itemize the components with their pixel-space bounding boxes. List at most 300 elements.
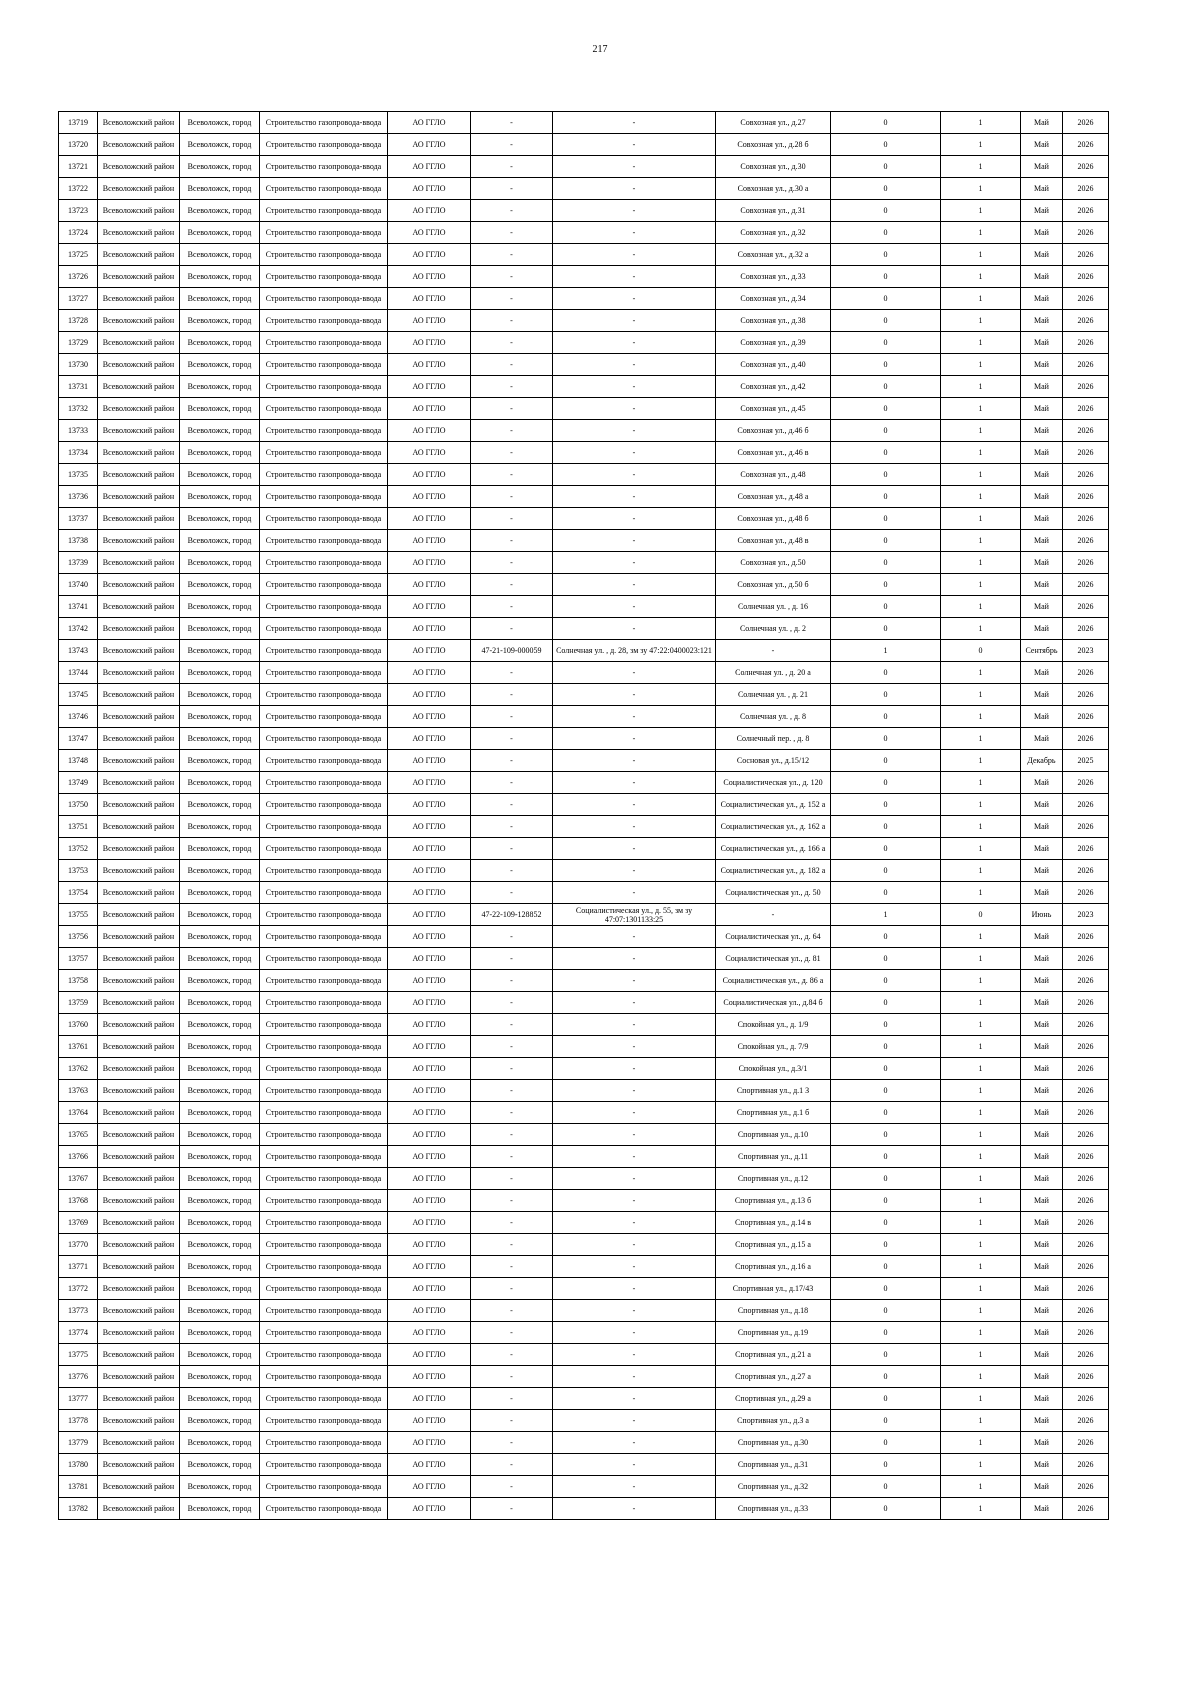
application-address-cell: - bbox=[553, 266, 716, 288]
count-b-cell: 1 bbox=[941, 838, 1021, 860]
application-number-cell: - bbox=[471, 838, 553, 860]
district-cell: Всеволожский район bbox=[98, 640, 180, 662]
row-number: 13771 bbox=[59, 1256, 98, 1278]
district-cell: Всеволожский район bbox=[98, 244, 180, 266]
table-row bbox=[59, 1058, 1109, 1080]
work-type-cell: Строительство газопровода-ввода bbox=[260, 970, 388, 992]
application-number-cell: - bbox=[471, 882, 553, 904]
count-b-cell: 1 bbox=[941, 486, 1021, 508]
application-number-cell: - bbox=[471, 1146, 553, 1168]
application-number-cell: - bbox=[471, 112, 553, 134]
application-number-cell: - bbox=[471, 1366, 553, 1388]
address-cell: Совхозная ул., д.48 б bbox=[716, 508, 831, 530]
address-cell: Спортивная ул., д.19 bbox=[716, 1322, 831, 1344]
year-cell: 2026 bbox=[1063, 838, 1109, 860]
count-b-cell: 0 bbox=[941, 904, 1021, 926]
month-cell: Май bbox=[1021, 398, 1063, 420]
work-type-cell: Строительство газопровода-ввода bbox=[260, 376, 388, 398]
year-cell: 2026 bbox=[1063, 1212, 1109, 1234]
table-row bbox=[59, 662, 1109, 684]
row-number: 13736 bbox=[59, 486, 98, 508]
application-number-cell: - bbox=[471, 530, 553, 552]
row-number: 13719 bbox=[59, 112, 98, 134]
district-cell: Всеволожский район bbox=[98, 1190, 180, 1212]
locality-cell: Всеволожск, город bbox=[180, 1476, 260, 1498]
table-row bbox=[59, 420, 1109, 442]
row-number: 13777 bbox=[59, 1388, 98, 1410]
operator-cell: АО ГГЛО bbox=[388, 332, 471, 354]
table-row bbox=[59, 1102, 1109, 1124]
month-cell: Май bbox=[1021, 1322, 1063, 1344]
address-cell: Совхозная ул., д.50 bbox=[716, 552, 831, 574]
page-number: 217 bbox=[592, 44, 608, 55]
district-cell: Всеволожский район bbox=[98, 442, 180, 464]
operator-cell: АО ГГЛО bbox=[388, 1454, 471, 1476]
operator-cell: АО ГГЛО bbox=[388, 1234, 471, 1256]
year-cell: 2026 bbox=[1063, 1388, 1109, 1410]
district-cell: Всеволожский район bbox=[98, 1322, 180, 1344]
application-address-cell: - bbox=[553, 1124, 716, 1146]
row-number: 13773 bbox=[59, 1300, 98, 1322]
work-type-cell: Строительство газопровода-ввода bbox=[260, 1322, 388, 1344]
count-b-cell: 1 bbox=[941, 1300, 1021, 1322]
application-number-cell: - bbox=[471, 1190, 553, 1212]
table-row bbox=[59, 464, 1109, 486]
address-cell: Спокойная ул., д. 7/9 bbox=[716, 1036, 831, 1058]
month-cell: Май bbox=[1021, 530, 1063, 552]
application-number-cell: - bbox=[471, 1212, 553, 1234]
year-cell: 2026 bbox=[1063, 1278, 1109, 1300]
address-cell: Социалистическая ул., д. 86 а bbox=[716, 970, 831, 992]
operator-cell: АО ГГЛО bbox=[388, 420, 471, 442]
application-address-cell: - bbox=[553, 332, 716, 354]
application-address-cell: - bbox=[553, 1080, 716, 1102]
locality-cell: Всеволожск, город bbox=[180, 464, 260, 486]
district-cell: Всеволожский район bbox=[98, 662, 180, 684]
table-row bbox=[59, 266, 1109, 288]
work-type-cell: Строительство газопровода-ввода bbox=[260, 662, 388, 684]
application-number-cell: - bbox=[471, 200, 553, 222]
application-number-cell: - bbox=[471, 1498, 553, 1520]
row-number: 13722 bbox=[59, 178, 98, 200]
operator-cell: АО ГГЛО bbox=[388, 640, 471, 662]
count-a-cell: 0 bbox=[831, 134, 941, 156]
application-number-cell: - bbox=[471, 354, 553, 376]
table-row bbox=[59, 706, 1109, 728]
row-number: 13720 bbox=[59, 134, 98, 156]
count-a-cell: 0 bbox=[831, 970, 941, 992]
application-number-cell: - bbox=[471, 486, 553, 508]
count-a-cell: 0 bbox=[831, 1476, 941, 1498]
operator-cell: АО ГГЛО bbox=[388, 486, 471, 508]
table-row bbox=[59, 1190, 1109, 1212]
table-row bbox=[59, 398, 1109, 420]
work-type-cell: Строительство газопровода-ввода bbox=[260, 310, 388, 332]
district-cell: Всеволожский район bbox=[98, 1036, 180, 1058]
work-type-cell: Строительство газопровода-ввода bbox=[260, 222, 388, 244]
work-type-cell: Строительство газопровода-ввода bbox=[260, 992, 388, 1014]
count-b-cell: 1 bbox=[941, 750, 1021, 772]
table-row bbox=[59, 288, 1109, 310]
application-address-cell: - bbox=[553, 1366, 716, 1388]
operator-cell: АО ГГЛО bbox=[388, 200, 471, 222]
year-cell: 2026 bbox=[1063, 1322, 1109, 1344]
address-cell: Сосновая ул., д.15/12 bbox=[716, 750, 831, 772]
work-type-cell: Строительство газопровода-ввода bbox=[260, 530, 388, 552]
district-cell: Всеволожский район bbox=[98, 618, 180, 640]
work-type-cell: Строительство газопровода-ввода bbox=[260, 706, 388, 728]
table-row bbox=[59, 1014, 1109, 1036]
year-cell: 2026 bbox=[1063, 574, 1109, 596]
row-number: 13735 bbox=[59, 464, 98, 486]
locality-cell: Всеволожск, город bbox=[180, 1212, 260, 1234]
work-type-cell: Строительство газопровода-ввода bbox=[260, 596, 388, 618]
application-number-cell: - bbox=[471, 1344, 553, 1366]
count-a-cell: 0 bbox=[831, 1388, 941, 1410]
row-number: 13725 bbox=[59, 244, 98, 266]
count-b-cell: 1 bbox=[941, 178, 1021, 200]
count-b-cell: 1 bbox=[941, 1168, 1021, 1190]
application-number-cell: - bbox=[471, 156, 553, 178]
operator-cell: АО ГГЛО bbox=[388, 398, 471, 420]
application-address-cell: - bbox=[553, 398, 716, 420]
year-cell: 2026 bbox=[1063, 244, 1109, 266]
count-b-cell: 1 bbox=[941, 970, 1021, 992]
district-cell: Всеволожский район bbox=[98, 200, 180, 222]
row-number: 13757 bbox=[59, 948, 98, 970]
year-cell: 2026 bbox=[1063, 1234, 1109, 1256]
operator-cell: АО ГГЛО bbox=[388, 596, 471, 618]
count-a-cell: 0 bbox=[831, 1212, 941, 1234]
count-a-cell: 0 bbox=[831, 1344, 941, 1366]
application-address-cell: - bbox=[553, 530, 716, 552]
district-cell: Всеволожский район bbox=[98, 1014, 180, 1036]
month-cell: Май bbox=[1021, 1410, 1063, 1432]
month-cell: Май bbox=[1021, 618, 1063, 640]
table-row bbox=[59, 1146, 1109, 1168]
application-address-cell: - bbox=[553, 1234, 716, 1256]
application-number-cell: - bbox=[471, 266, 553, 288]
address-cell: Совхозная ул., д.31 bbox=[716, 200, 831, 222]
count-b-cell: 1 bbox=[941, 1454, 1021, 1476]
address-cell: Спортивная ул., д.29 а bbox=[716, 1388, 831, 1410]
work-type-cell: Строительство газопровода-ввода bbox=[260, 816, 388, 838]
month-cell: Май bbox=[1021, 882, 1063, 904]
work-type-cell: Строительство газопровода-ввода bbox=[260, 552, 388, 574]
address-cell: Совхозная ул., д.32 bbox=[716, 222, 831, 244]
locality-cell: Всеволожск, город bbox=[180, 332, 260, 354]
work-type-cell: Строительство газопровода-ввода bbox=[260, 1388, 388, 1410]
district-cell: Всеволожский район bbox=[98, 1410, 180, 1432]
count-a-cell: 0 bbox=[831, 222, 941, 244]
work-type-cell: Строительство газопровода-ввода bbox=[260, 1124, 388, 1146]
application-number-cell: - bbox=[471, 464, 553, 486]
month-cell: Май bbox=[1021, 860, 1063, 882]
count-a-cell: 0 bbox=[831, 288, 941, 310]
application-address-cell: - bbox=[553, 618, 716, 640]
year-cell: 2026 bbox=[1063, 992, 1109, 1014]
month-cell: Май bbox=[1021, 222, 1063, 244]
district-cell: Всеволожский район bbox=[98, 684, 180, 706]
month-cell: Май bbox=[1021, 354, 1063, 376]
operator-cell: АО ГГЛО bbox=[388, 816, 471, 838]
month-cell: Май bbox=[1021, 706, 1063, 728]
year-cell: 2026 bbox=[1063, 398, 1109, 420]
count-b-cell: 1 bbox=[941, 684, 1021, 706]
application-number-cell: - bbox=[471, 1322, 553, 1344]
year-cell: 2026 bbox=[1063, 508, 1109, 530]
count-b-cell: 1 bbox=[941, 222, 1021, 244]
application-address-cell: - bbox=[553, 288, 716, 310]
count-b-cell: 1 bbox=[941, 662, 1021, 684]
work-type-cell: Строительство газопровода-ввода bbox=[260, 1476, 388, 1498]
locality-cell: Всеволожск, город bbox=[180, 1234, 260, 1256]
locality-cell: Всеволожск, город bbox=[180, 1410, 260, 1432]
application-address-cell: - bbox=[553, 156, 716, 178]
table-row bbox=[59, 882, 1109, 904]
month-cell: Май bbox=[1021, 442, 1063, 464]
application-address-cell: Социалистическая ул., д. 55, зм зу 47:07:1301133:25 bbox=[553, 904, 716, 926]
count-b-cell: 1 bbox=[941, 530, 1021, 552]
year-cell: 2026 bbox=[1063, 1476, 1109, 1498]
locality-cell: Всеволожск, город bbox=[180, 222, 260, 244]
month-cell: Май bbox=[1021, 1278, 1063, 1300]
application-address-cell: - bbox=[553, 728, 716, 750]
application-number-cell: - bbox=[471, 948, 553, 970]
address-cell: Солнечная ул. , д. 8 bbox=[716, 706, 831, 728]
count-a-cell: 0 bbox=[831, 486, 941, 508]
work-type-cell: Строительство газопровода-ввода bbox=[260, 1366, 388, 1388]
count-a-cell: 0 bbox=[831, 1234, 941, 1256]
work-type-cell: Строительство газопровода-ввода bbox=[260, 486, 388, 508]
work-type-cell: Строительство газопровода-ввода bbox=[260, 354, 388, 376]
work-type-cell: Строительство газопровода-ввода bbox=[260, 926, 388, 948]
table-row bbox=[59, 1036, 1109, 1058]
count-b-cell: 1 bbox=[941, 1476, 1021, 1498]
year-cell: 2026 bbox=[1063, 772, 1109, 794]
work-type-cell: Строительство газопровода-ввода bbox=[260, 398, 388, 420]
work-type-cell: Строительство газопровода-ввода bbox=[260, 1300, 388, 1322]
application-address-cell: - bbox=[553, 860, 716, 882]
row-number: 13762 bbox=[59, 1058, 98, 1080]
address-cell: Спортивная ул., д.14 в bbox=[716, 1212, 831, 1234]
application-number-cell: - bbox=[471, 222, 553, 244]
work-type-cell: Строительство газопровода-ввода bbox=[260, 1168, 388, 1190]
row-number: 13741 bbox=[59, 596, 98, 618]
application-address-cell: - bbox=[553, 1344, 716, 1366]
work-type-cell: Строительство газопровода-ввода bbox=[260, 618, 388, 640]
work-type-cell: Строительство газопровода-ввода bbox=[260, 1036, 388, 1058]
row-number: 13734 bbox=[59, 442, 98, 464]
row-number: 13740 bbox=[59, 574, 98, 596]
year-cell: 2026 bbox=[1063, 354, 1109, 376]
count-b-cell: 1 bbox=[941, 1256, 1021, 1278]
table-row bbox=[59, 970, 1109, 992]
district-cell: Всеволожский район bbox=[98, 1344, 180, 1366]
address-cell: Совхозная ул., д.46 в bbox=[716, 442, 831, 464]
work-type-cell: Строительство газопровода-ввода bbox=[260, 1102, 388, 1124]
application-number-cell: - bbox=[471, 728, 553, 750]
operator-cell: АО ГГЛО bbox=[388, 860, 471, 882]
locality-cell: Всеволожск, город bbox=[180, 1278, 260, 1300]
row-number: 13752 bbox=[59, 838, 98, 860]
district-cell: Всеволожский район bbox=[98, 266, 180, 288]
count-a-cell: 0 bbox=[831, 992, 941, 1014]
count-b-cell: 1 bbox=[941, 948, 1021, 970]
row-number: 13746 bbox=[59, 706, 98, 728]
month-cell: Май bbox=[1021, 310, 1063, 332]
row-number: 13721 bbox=[59, 156, 98, 178]
operator-cell: АО ГГЛО bbox=[388, 1300, 471, 1322]
locality-cell: Всеволожск, город bbox=[180, 420, 260, 442]
application-address-cell: - bbox=[553, 1256, 716, 1278]
work-type-cell: Строительство газопровода-ввода bbox=[260, 244, 388, 266]
table-row bbox=[59, 574, 1109, 596]
table-row bbox=[59, 948, 1109, 970]
district-cell: Всеволожский район bbox=[98, 1124, 180, 1146]
address-cell: Спортивная ул., д.13 б bbox=[716, 1190, 831, 1212]
operator-cell: АО ГГЛО bbox=[388, 112, 471, 134]
application-address-cell: - bbox=[553, 1322, 716, 1344]
address-cell: Социалистическая ул., д. 120 bbox=[716, 772, 831, 794]
month-cell: Май bbox=[1021, 1058, 1063, 1080]
address-cell: Совхозная ул., д.34 bbox=[716, 288, 831, 310]
application-address-cell: - bbox=[553, 992, 716, 1014]
row-number: 13737 bbox=[59, 508, 98, 530]
address-cell: Совхозная ул., д.46 б bbox=[716, 420, 831, 442]
year-cell: 2026 bbox=[1063, 1168, 1109, 1190]
work-type-cell: Строительство газопровода-ввода bbox=[260, 1014, 388, 1036]
year-cell: 2026 bbox=[1063, 1256, 1109, 1278]
operator-cell: АО ГГЛО bbox=[388, 1036, 471, 1058]
address-cell: Солнечная ул. , д. 21 bbox=[716, 684, 831, 706]
application-address-cell: - bbox=[553, 112, 716, 134]
operator-cell: АО ГГЛО bbox=[388, 684, 471, 706]
work-type-cell: Строительство газопровода-ввода bbox=[260, 948, 388, 970]
locality-cell: Всеволожск, город bbox=[180, 1036, 260, 1058]
application-address-cell: - bbox=[553, 794, 716, 816]
address-cell: Спортивная ул., д.27 а bbox=[716, 1366, 831, 1388]
row-number: 13764 bbox=[59, 1102, 98, 1124]
district-cell: Всеволожский район bbox=[98, 112, 180, 134]
application-number-cell: - bbox=[471, 244, 553, 266]
month-cell: Декабрь bbox=[1021, 750, 1063, 772]
address-cell: - bbox=[716, 640, 831, 662]
locality-cell: Всеволожск, город bbox=[180, 926, 260, 948]
locality-cell: Всеволожск, город bbox=[180, 266, 260, 288]
count-a-cell: 0 bbox=[831, 596, 941, 618]
locality-cell: Всеволожск, город bbox=[180, 200, 260, 222]
count-b-cell: 0 bbox=[941, 640, 1021, 662]
application-number-cell: - bbox=[471, 552, 553, 574]
month-cell: Май bbox=[1021, 552, 1063, 574]
operator-cell: АО ГГЛО bbox=[388, 442, 471, 464]
count-a-cell: 0 bbox=[831, 1190, 941, 1212]
operator-cell: АО ГГЛО bbox=[388, 1476, 471, 1498]
count-a-cell: 1 bbox=[831, 640, 941, 662]
district-cell: Всеволожский район bbox=[98, 530, 180, 552]
address-cell: Спортивная ул., д.33 bbox=[716, 1498, 831, 1520]
table-row bbox=[59, 508, 1109, 530]
district-cell: Всеволожский район bbox=[98, 1102, 180, 1124]
month-cell: Май bbox=[1021, 178, 1063, 200]
count-a-cell: 0 bbox=[831, 618, 941, 640]
address-cell: Совхозная ул., д.38 bbox=[716, 310, 831, 332]
application-number-cell: - bbox=[471, 420, 553, 442]
month-cell: Июнь bbox=[1021, 904, 1063, 926]
count-a-cell: 0 bbox=[831, 244, 941, 266]
operator-cell: АО ГГЛО bbox=[388, 1058, 471, 1080]
year-cell: 2026 bbox=[1063, 618, 1109, 640]
district-cell: Всеволожский район bbox=[98, 508, 180, 530]
count-a-cell: 0 bbox=[831, 376, 941, 398]
month-cell: Май bbox=[1021, 134, 1063, 156]
work-type-cell: Строительство газопровода-ввода bbox=[260, 464, 388, 486]
application-address-cell: - bbox=[553, 838, 716, 860]
row-number: 13723 bbox=[59, 200, 98, 222]
count-b-cell: 1 bbox=[941, 1366, 1021, 1388]
address-cell: Совхозная ул., д.30 bbox=[716, 156, 831, 178]
operator-cell: АО ГГЛО bbox=[388, 552, 471, 574]
operator-cell: АО ГГЛО bbox=[388, 1190, 471, 1212]
locality-cell: Всеволожск, город bbox=[180, 794, 260, 816]
count-a-cell: 0 bbox=[831, 552, 941, 574]
address-cell: Совхозная ул., д.48 в bbox=[716, 530, 831, 552]
table-row bbox=[59, 1388, 1109, 1410]
district-cell: Всеволожский район bbox=[98, 596, 180, 618]
count-b-cell: 1 bbox=[941, 398, 1021, 420]
row-number: 13782 bbox=[59, 1498, 98, 1520]
application-address-cell: - bbox=[553, 508, 716, 530]
work-type-cell: Строительство газопровода-ввода bbox=[260, 728, 388, 750]
count-a-cell: 0 bbox=[831, 156, 941, 178]
locality-cell: Всеволожск, город bbox=[180, 508, 260, 530]
month-cell: Май bbox=[1021, 112, 1063, 134]
count-b-cell: 1 bbox=[941, 860, 1021, 882]
work-type-cell: Строительство газопровода-ввода bbox=[260, 1146, 388, 1168]
work-type-cell: Строительство газопровода-ввода bbox=[260, 156, 388, 178]
year-cell: 2026 bbox=[1063, 1498, 1109, 1520]
count-b-cell: 1 bbox=[941, 1432, 1021, 1454]
table-row bbox=[59, 1498, 1109, 1520]
table-row bbox=[59, 684, 1109, 706]
year-cell: 2026 bbox=[1063, 1014, 1109, 1036]
month-cell: Сентябрь bbox=[1021, 640, 1063, 662]
row-number: 13769 bbox=[59, 1212, 98, 1234]
locality-cell: Всеволожск, город bbox=[180, 728, 260, 750]
count-a-cell: 0 bbox=[831, 200, 941, 222]
operator-cell: АО ГГЛО bbox=[388, 310, 471, 332]
count-a-cell: 0 bbox=[831, 684, 941, 706]
locality-cell: Всеволожск, город bbox=[180, 948, 260, 970]
year-cell: 2026 bbox=[1063, 662, 1109, 684]
table-row bbox=[59, 904, 1109, 926]
row-number: 13776 bbox=[59, 1366, 98, 1388]
count-b-cell: 1 bbox=[941, 1036, 1021, 1058]
month-cell: Май bbox=[1021, 1454, 1063, 1476]
year-cell: 2026 bbox=[1063, 596, 1109, 618]
month-cell: Май bbox=[1021, 508, 1063, 530]
year-cell: 2026 bbox=[1063, 310, 1109, 332]
district-cell: Всеволожский район bbox=[98, 376, 180, 398]
month-cell: Май bbox=[1021, 1498, 1063, 1520]
month-cell: Май bbox=[1021, 1256, 1063, 1278]
address-cell: - bbox=[716, 904, 831, 926]
application-address-cell: - bbox=[553, 1168, 716, 1190]
application-number-cell: - bbox=[471, 1278, 553, 1300]
application-address-cell: - bbox=[553, 1432, 716, 1454]
table-row bbox=[59, 1212, 1109, 1234]
